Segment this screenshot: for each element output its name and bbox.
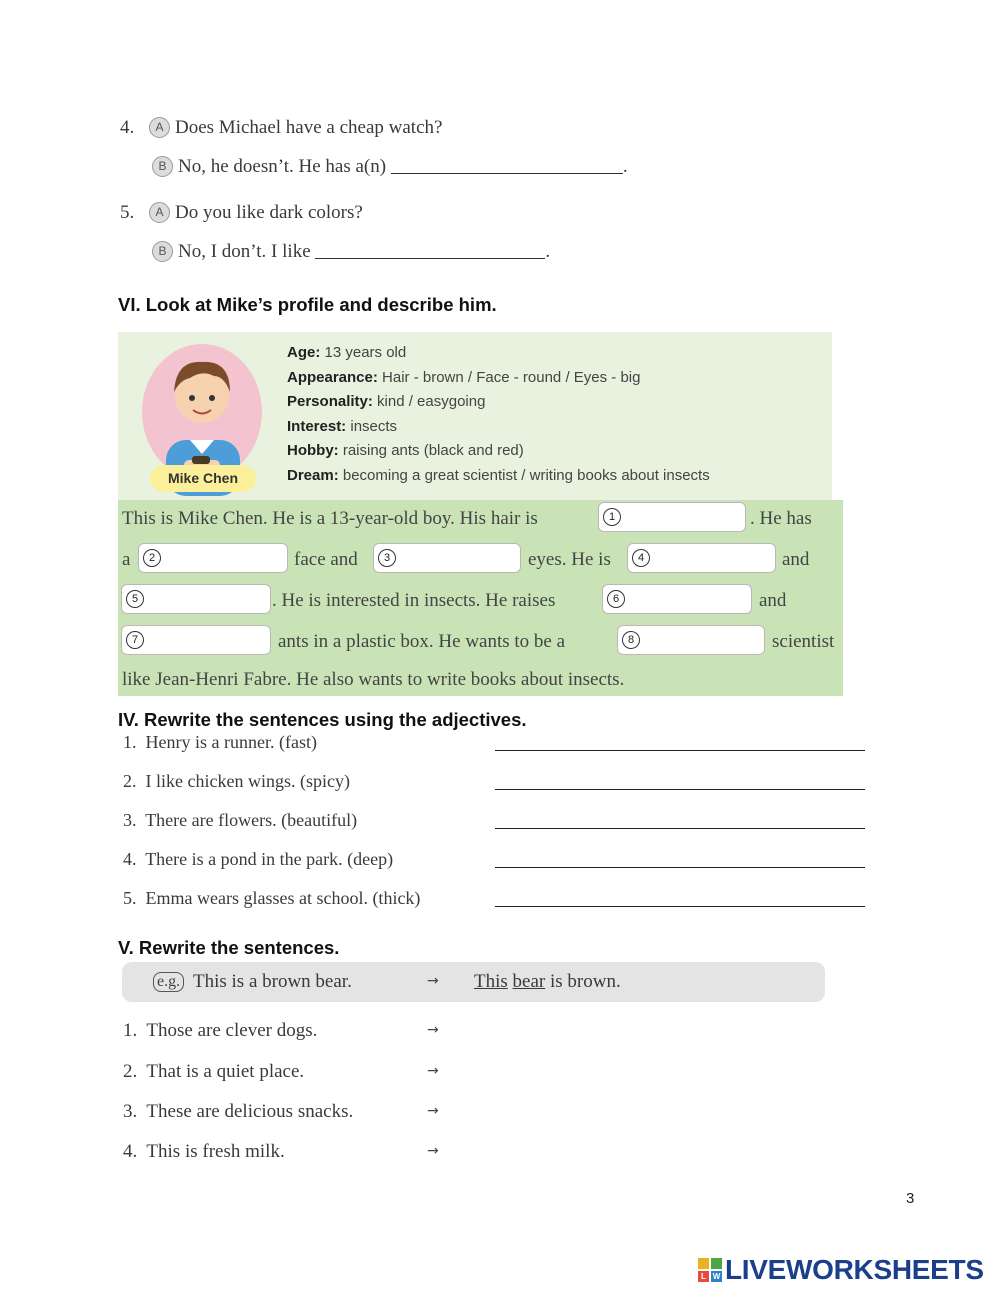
item-5-question: 5. A Do you like dark colors?: [120, 202, 363, 223]
passage-text: This is Mike Chen. He is a 13-year-old boy. His hair is: [122, 508, 538, 529]
answer-line-1[interactable]: [495, 750, 865, 751]
page-number: 3: [906, 1190, 915, 1207]
profile-personality: Personality: kind / easygoing: [287, 393, 486, 410]
blank-box-6[interactable]: 6: [602, 584, 752, 614]
profile-hobby: Hobby: raising ants (black and red): [287, 442, 524, 459]
profile-dream: Dream: becoming a great scientist / writing books about insects: [287, 466, 710, 484]
passage-text: . He has: [750, 508, 812, 529]
arrow-icon: →: [427, 1022, 439, 1038]
profile-interest: Interest: insects: [287, 417, 398, 435]
profile-appearance: Appearance: Hair - brown / Face - round / Eyes - big: [287, 368, 641, 386]
passage-text: like Jean-Henri Fabre. He also wants to write books about insects.: [122, 669, 625, 690]
liveworksheets-logo: [698, 1256, 984, 1284]
name-tag: Mike Chen: [150, 465, 256, 492]
blank-box-2[interactable]: 2: [138, 543, 288, 573]
answer-blank[interactable]: [391, 157, 623, 174]
rewrite-item-3: 3. There are flowers. (beautiful): [123, 810, 358, 830]
example-tag: e.g.: [153, 972, 184, 992]
passage-text: a: [122, 549, 131, 570]
rewrite-item-4: 4. There is a pond in the park. (deep): [123, 849, 394, 869]
section-vi-title: VI. Look at Mike’s profile and describe him.: [118, 294, 497, 315]
answer-line-2[interactable]: [495, 789, 865, 790]
passage-text: eyes. He is: [528, 549, 611, 570]
item-4-answer: B No, he doesn’t. He has a(n) .: [152, 156, 628, 178]
item-4-question: 4. A Does Michael have a cheap watch?: [120, 117, 443, 138]
speaker-a-icon: A: [149, 202, 170, 223]
rewrite-item-1: 1. Henry is a runner. (fast): [123, 732, 317, 752]
arrow-icon: →: [427, 1063, 439, 1079]
brand-name: LIVEWORKSHEETS: [725, 1254, 984, 1285]
answer-line-5[interactable]: [495, 906, 865, 907]
blank-box-4[interactable]: 4: [627, 543, 776, 573]
blank-box-3[interactable]: 3: [373, 543, 521, 573]
passage-text: face and: [294, 549, 358, 570]
passage-text: scientist: [772, 631, 835, 652]
arrow-icon: →: [427, 1103, 439, 1119]
section-v-title: V. Rewrite the sentences.: [118, 937, 340, 958]
rewrite-v-item-4: 4. This is fresh milk.: [123, 1141, 285, 1162]
speaker-b-icon: B: [152, 241, 173, 262]
profile-card: [118, 332, 832, 500]
answer-line-4[interactable]: [495, 867, 865, 868]
logo-tiles-icon: L W: [698, 1258, 722, 1282]
rewrite-v-item-1: 1. Those are clever dogs.: [123, 1020, 318, 1041]
item-5-answer: B No, I don’t. I like .: [152, 241, 550, 263]
passage-text: and: [759, 590, 787, 611]
answer-blank[interactable]: [315, 242, 545, 259]
passage-text: . He is interested in insects. He raises: [272, 590, 556, 611]
arrow-icon: →: [427, 973, 439, 989]
example-sentence: This is a brown bear.: [193, 971, 352, 992]
passage-text: and: [782, 549, 810, 570]
profile-age: Age: 13 years old: [287, 344, 407, 361]
rewrite-v-item-3: 3. These are delicious snacks.: [123, 1101, 354, 1122]
blank-box-7[interactable]: 7: [121, 625, 271, 655]
rewrite-item-5: 5. Emma wears glasses at school. (thick): [123, 888, 421, 908]
passage-text: ants in a plastic box. He wants to be a: [278, 631, 566, 652]
blank-box-8[interactable]: 8: [617, 625, 765, 655]
rewrite-v-item-2: 2. That is a quiet place.: [123, 1061, 305, 1082]
passage-panel: [118, 500, 843, 696]
answer-line-3[interactable]: [495, 828, 865, 829]
rewrite-item-2: 2. I like chicken wings. (spicy): [123, 771, 350, 791]
speaker-a-icon: A: [149, 117, 170, 138]
example-answer: This bear is brown.: [474, 971, 621, 992]
arrow-icon: →: [427, 1143, 439, 1159]
speaker-b-icon: B: [152, 156, 173, 177]
section-iv-title: IV. Rewrite the sentences using the adjectives.: [118, 709, 527, 730]
example-bar: [122, 962, 825, 1002]
blank-box-5[interactable]: 5: [121, 584, 271, 614]
blank-box-1[interactable]: 1: [598, 502, 746, 532]
profile-details: [287, 344, 710, 491]
